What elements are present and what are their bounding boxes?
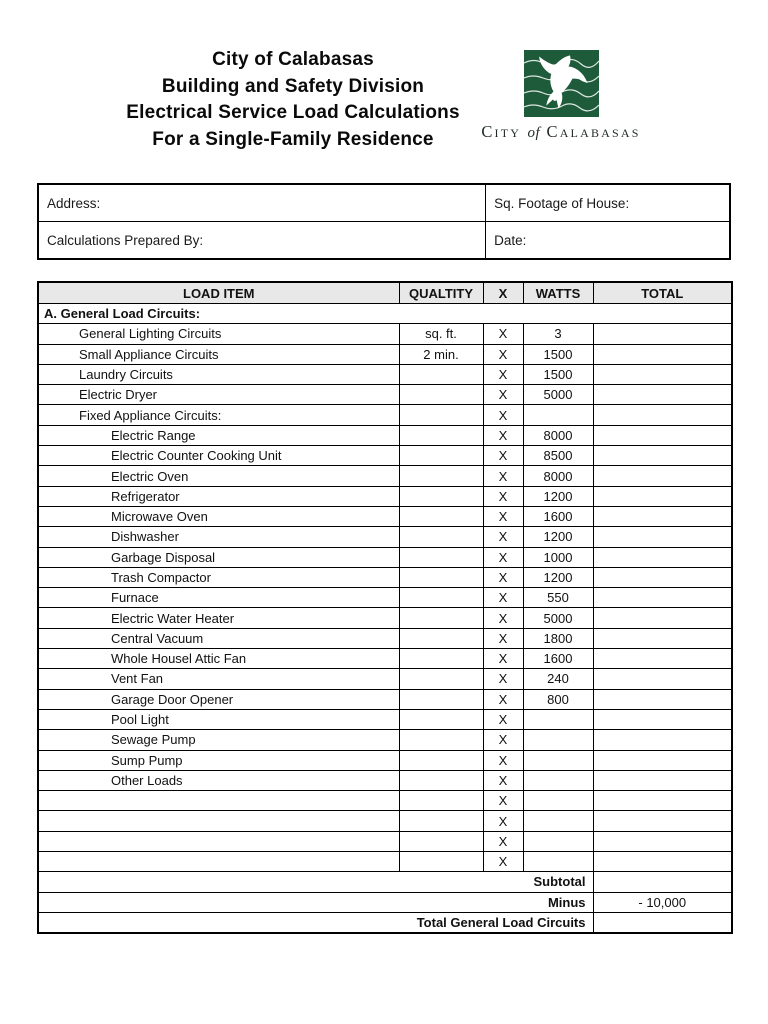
total-cell (593, 466, 732, 486)
load-item-cell: Whole Housel Attic Fan (38, 649, 399, 669)
watts-cell: 5000 (523, 385, 593, 405)
section-row (38, 304, 732, 324)
watts-cell: 1800 (523, 628, 593, 648)
quantity-cell (399, 730, 483, 750)
total-cell (593, 649, 732, 669)
x-cell: X (483, 567, 523, 587)
total-cell (593, 446, 732, 466)
x-cell: X (483, 466, 523, 486)
total-cell (593, 588, 732, 608)
quantity-cell: 2 min. (399, 344, 483, 364)
x-cell: X (483, 770, 523, 790)
x-cell: X (483, 689, 523, 709)
watts-cell: 1600 (523, 506, 593, 526)
city-of-calabasas-logo (477, 50, 645, 142)
load-item-cell: Sump Pump (38, 750, 399, 770)
x-cell: X (483, 811, 523, 831)
watts-cell: 1500 (523, 364, 593, 384)
quantity-cell (399, 791, 483, 811)
column-header-load-item: LOAD ITEM (38, 282, 399, 304)
page-title-line-3: Electrical Service Load Calculations (126, 102, 460, 123)
load-item-cell: Refrigerator (38, 486, 399, 506)
document-header (37, 47, 549, 153)
footer-row (38, 872, 732, 892)
x-cell: X (483, 669, 523, 689)
quantity-cell (399, 669, 483, 689)
load-item-row (38, 628, 732, 648)
load-item-cell: Garage Door Opener (38, 689, 399, 709)
total-cell (593, 385, 732, 405)
column-header-quantity: QUALTITY (399, 282, 483, 304)
watts-cell: 8000 (523, 425, 593, 445)
load-item-row (38, 344, 732, 364)
column-header-total: TOTAL (593, 282, 732, 304)
date-label: Date: (494, 232, 527, 248)
quantity-cell (399, 649, 483, 669)
total-cell (593, 912, 732, 932)
footer-label: Total General Load Circuits (38, 912, 593, 932)
column-header-watts: WATTS (523, 282, 593, 304)
load-item-row (38, 506, 732, 526)
footer-label: Subtotal (38, 872, 593, 892)
total-cell (593, 852, 732, 872)
watts-cell: 800 (523, 689, 593, 709)
watts-cell (523, 750, 593, 770)
total-cell (593, 364, 732, 384)
quantity-cell (399, 750, 483, 770)
load-item-row (38, 486, 732, 506)
total-cell (593, 730, 732, 750)
total-cell (593, 750, 732, 770)
load-item-row (38, 425, 732, 445)
load-item-row (38, 466, 732, 486)
load-item-cell: Pool Light (38, 709, 399, 729)
watts-cell: 1600 (523, 649, 593, 669)
x-cell: X (483, 506, 523, 526)
quantity-cell (399, 811, 483, 831)
total-cell (593, 811, 732, 831)
quantity-cell (399, 385, 483, 405)
total-cell (593, 608, 732, 628)
watts-cell (523, 852, 593, 872)
load-item-row (38, 324, 732, 344)
logo-caption-word-3: Calabasas (546, 122, 641, 141)
watts-cell (523, 770, 593, 790)
info-row-2 (39, 221, 729, 258)
load-item-row (38, 852, 732, 872)
load-item-cell: Electric Dryer (38, 385, 399, 405)
load-item-row (38, 527, 732, 547)
load-item-row (38, 689, 732, 709)
total-cell (593, 831, 732, 851)
watts-cell: 550 (523, 588, 593, 608)
x-cell: X (483, 608, 523, 628)
quantity-cell (399, 486, 483, 506)
total-cell (593, 689, 732, 709)
load-item-cell: Dishwasher (38, 527, 399, 547)
load-item-cell: Furnace (38, 588, 399, 608)
watts-cell (523, 709, 593, 729)
load-item-row (38, 547, 732, 567)
load-item-cell: Electric Range (38, 425, 399, 445)
load-item-row (38, 831, 732, 851)
page-title-line-2: Building and Safety Division (161, 75, 425, 97)
load-item-cell: Sewage Pump (38, 730, 399, 750)
quantity-cell (399, 831, 483, 851)
total-cell (593, 486, 732, 506)
load-item-row (38, 385, 732, 405)
watts-cell (523, 730, 593, 750)
quantity-cell (399, 852, 483, 872)
load-item-row (38, 709, 732, 729)
watts-cell (523, 811, 593, 831)
total-cell (593, 709, 732, 729)
quantity-cell (399, 770, 483, 790)
watts-cell: 3 (523, 324, 593, 344)
footer-label: Minus (38, 892, 593, 912)
footer-row (38, 912, 732, 932)
logo-caption-word-1: City (481, 122, 522, 141)
watts-cell: 1000 (523, 547, 593, 567)
hawk-logo-icon (524, 50, 599, 117)
load-item-cell: Trash Compactor (38, 567, 399, 587)
quantity-cell (399, 628, 483, 648)
watts-cell (523, 405, 593, 425)
x-cell: X (483, 486, 523, 506)
quantity-cell (399, 608, 483, 628)
quantity-cell: sq. ft. (399, 324, 483, 344)
watts-cell: 5000 (523, 608, 593, 628)
total-cell (593, 324, 732, 344)
total-cell: - 10,000 (593, 892, 732, 912)
load-item-cell: Vent Fan (38, 669, 399, 689)
watts-cell: 1200 (523, 527, 593, 547)
load-item-cell: Electric Oven (38, 466, 399, 486)
load-item-cell: Laundry Circuits (38, 364, 399, 384)
column-header-row (38, 282, 732, 304)
total-cell (593, 506, 732, 526)
quantity-cell (399, 446, 483, 466)
x-cell: X (483, 547, 523, 567)
x-cell: X (483, 709, 523, 729)
load-item-cell: Central Vacuum (38, 628, 399, 648)
watts-cell: 240 (523, 669, 593, 689)
info-table (37, 183, 731, 260)
load-item-cell: Electric Water Heater (38, 608, 399, 628)
x-cell: X (483, 852, 523, 872)
load-item-row (38, 567, 732, 587)
load-item-row (38, 791, 732, 811)
info-row-1 (39, 185, 729, 221)
watts-cell: 8000 (523, 466, 593, 486)
quantity-cell (399, 588, 483, 608)
quantity-cell (399, 689, 483, 709)
watts-cell: 1200 (523, 486, 593, 506)
load-calculation-table (37, 281, 733, 934)
load-item-cell: Electric Counter Cooking Unit (38, 446, 399, 466)
column-header-x: X (483, 282, 523, 304)
sq-footage-label: Sq. Footage of House: (494, 195, 630, 211)
quantity-cell (399, 364, 483, 384)
prepared-by-label: Calculations Prepared By: (39, 222, 486, 258)
footer-row (38, 892, 732, 912)
x-cell: X (483, 385, 523, 405)
quantity-cell (399, 547, 483, 567)
load-item-cell (38, 791, 399, 811)
load-item-row (38, 730, 732, 750)
load-item-cell (38, 852, 399, 872)
total-cell (593, 527, 732, 547)
x-cell: X (483, 364, 523, 384)
total-cell (593, 344, 732, 364)
total-cell (593, 791, 732, 811)
quantity-cell (399, 405, 483, 425)
address-label: Address: (39, 185, 486, 221)
x-cell: X (483, 791, 523, 811)
watts-cell (523, 831, 593, 851)
load-item-cell (38, 831, 399, 851)
load-item-cell: Other Loads (38, 770, 399, 790)
section-label: A. General Load Circuits: (38, 304, 732, 324)
x-cell: X (483, 628, 523, 648)
load-item-cell: Small Appliance Circuits (38, 344, 399, 364)
load-item-row (38, 364, 732, 384)
watts-cell: 1200 (523, 567, 593, 587)
x-cell: X (483, 527, 523, 547)
x-cell: X (483, 425, 523, 445)
quantity-cell (399, 567, 483, 587)
total-cell (593, 567, 732, 587)
load-item-row (38, 649, 732, 669)
load-item-row (38, 588, 732, 608)
total-cell (593, 405, 732, 425)
total-cell (593, 770, 732, 790)
x-cell: X (483, 750, 523, 770)
load-item-row (38, 750, 732, 770)
load-item-row (38, 770, 732, 790)
load-item-cell: Garbage Disposal (38, 547, 399, 567)
load-item-cell: General Lighting Circuits (38, 324, 399, 344)
load-item-cell: Fixed Appliance Circuits: (38, 405, 399, 425)
quantity-cell (399, 527, 483, 547)
x-cell: X (483, 446, 523, 466)
load-item-row (38, 405, 732, 425)
total-cell (593, 425, 732, 445)
x-cell: X (483, 344, 523, 364)
load-item-row (38, 446, 732, 466)
total-cell (593, 628, 732, 648)
x-cell: X (483, 588, 523, 608)
quantity-cell (399, 709, 483, 729)
quantity-cell (399, 466, 483, 486)
load-item-cell: Microwave Oven (38, 506, 399, 526)
watts-cell: 1500 (523, 344, 593, 364)
total-cell (593, 547, 732, 567)
logo-caption (477, 122, 645, 142)
load-item-cell (38, 811, 399, 831)
x-cell: X (483, 405, 523, 425)
watts-cell (523, 791, 593, 811)
load-item-row (38, 811, 732, 831)
x-cell: X (483, 324, 523, 344)
x-cell: X (483, 649, 523, 669)
load-item-row (38, 608, 732, 628)
quantity-cell (399, 506, 483, 526)
total-cell (593, 669, 732, 689)
load-item-row (38, 669, 732, 689)
page-title-line-1: City of Calabasas (212, 49, 374, 70)
x-cell: X (483, 831, 523, 851)
x-cell: X (483, 730, 523, 750)
total-cell (593, 872, 732, 892)
watts-cell: 8500 (523, 446, 593, 466)
logo-caption-word-2: of (527, 125, 541, 141)
page-title-line-4: For a Single-Family Residence (152, 128, 434, 150)
quantity-cell (399, 425, 483, 445)
